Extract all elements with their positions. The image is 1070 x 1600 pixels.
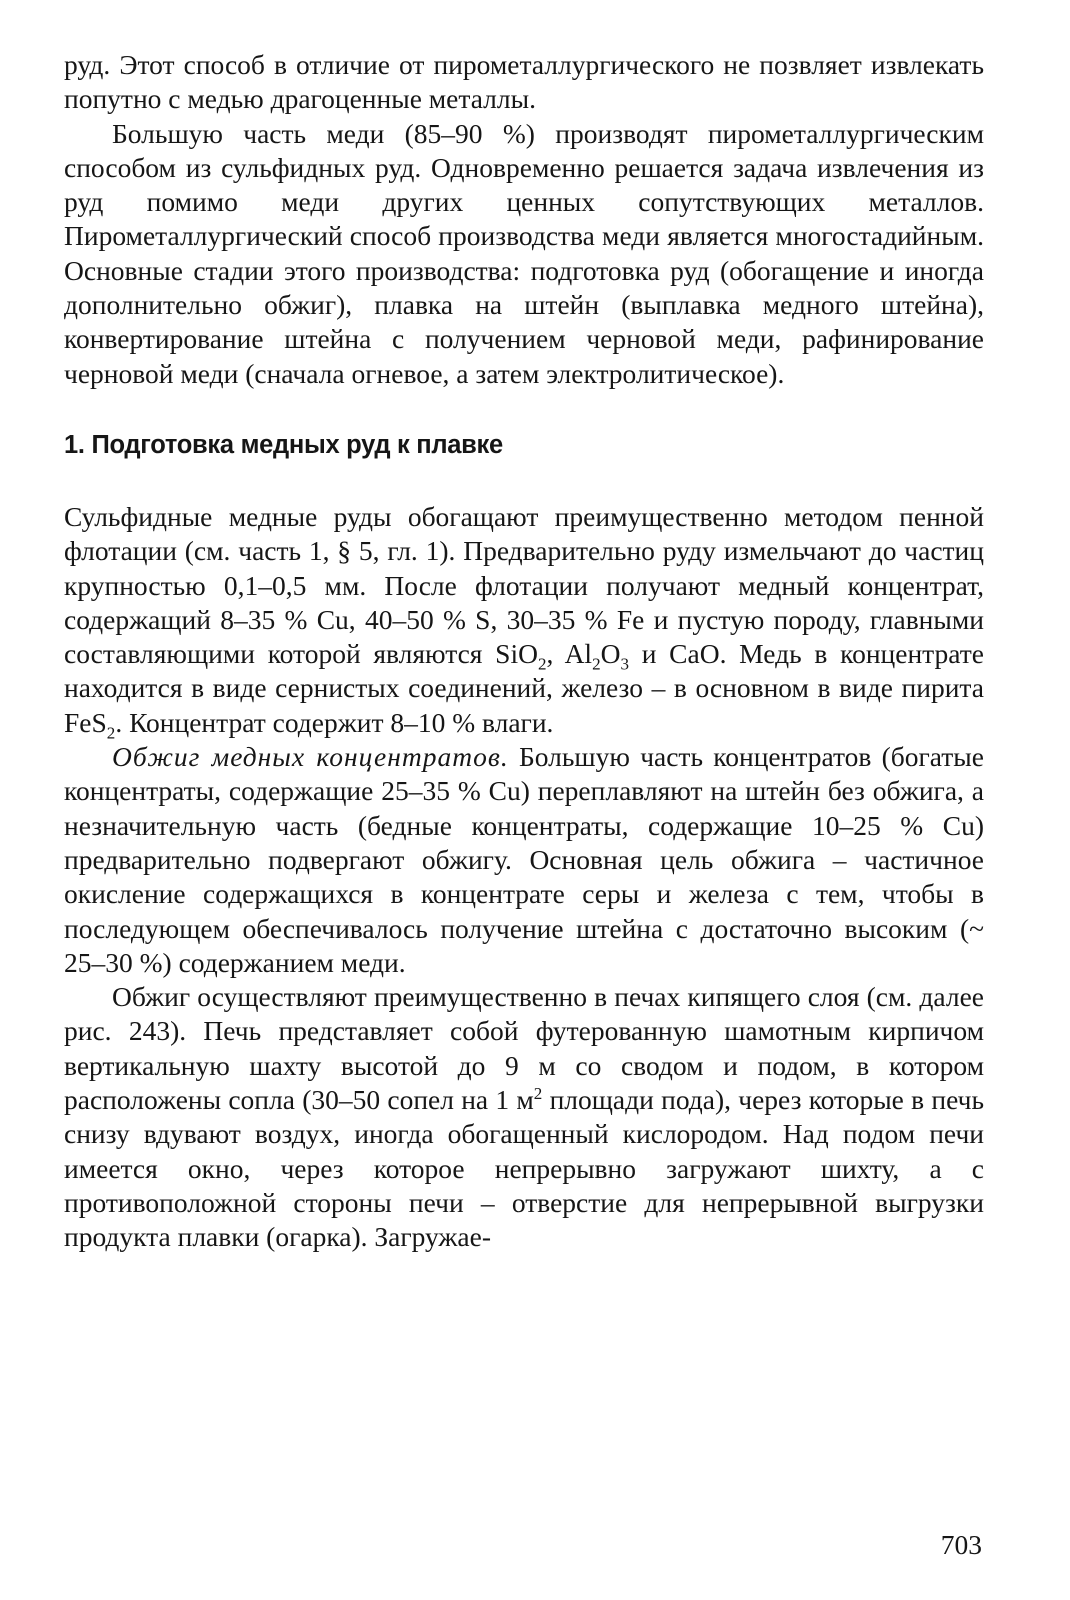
section-heading: 1. Подготовка медных руд к плавке — [64, 430, 503, 459]
paragraph-flotation: Сульфидные медные руды обогащают преимущественно методом пенной флотации (см. часть 1, § 5, гл. 1). Предварительно руду измельчают до частиц крупностью 0,1–0,5 мм. После флотации получают медный концентрат, содержащий 8–35 % Cu, 40–50 % S, 30–35 % Fe и пустую породу, главными составляющими которой являются SiO$_2$, $Al_2O_3$ и CaO. Медь в концентрате находится в виде сернистых соединений, железо – в основном в виде пирита FeS$_2$. Концентрат содержит 8–10 % влаги. — [64, 500, 984, 743]
paragraph-pyrometallurgy: Большую часть меди (85–90 %) производят пирометаллургическим способом из сульфидных руд. Одновременно решается задача извлечения из руд помимо меди других ценных сопутствующих металлов. Пирометаллургический способ производства меди является многостадийным. Основные стадии этого производства: подготовка руд (обогащение и иногда дополнительно обжиг), плавка на штейн (выплавка медного штейна), конвертирование штейна с получением черновой меди, рафинирование черновой меди (сначала огневое, а затем электролитическое). — [64, 117, 984, 389]
paragraph-roasting: Обжиг медных концентратов. Большую часть концентратов (богатые концентраты, содержащие 25–35 % Cu) переплавляют на штейн без обжига, а незначительную часть (бедные концентраты, содержащие 10–25 % Cu) предварительно подвергают обжигу. Основная цель обжига – частичное окисление содержащихся в концентрате серы и железа с тем, чтобы в последующем обеспечивалось получение штейна с достаточно высоким (~ 25–30 %) содержанием меди. — [64, 741, 984, 978]
spacer — [64, 462, 984, 500]
book-page — [64, 48, 984, 1255]
page-number: 703 — [940, 1529, 982, 1560]
italic-subheading: Обжиг медных концентратов. — [112, 741, 509, 773]
paragraph-fluidized-bed: Обжиг осуществляют преимущественно в печах кипящего слоя (см. далее рис. 243). Печь представляет собой футерованную шамотным кирпичом вертикальную шахту высотой до 9 м со сводом и подом, в котором расположены сопла (30–50 сопел на 1 $м^2$ площади пода), через которые в печь снизу вдувают воздух, иногда обогащенный кислородом. Над подом печи имеется окно, через которое непрерывно загружают шихту, а с противоположной стороны печи – отверстие для непрерывной выгрузки продукта плавки (огарка). Загружае- — [64, 981, 984, 1253]
spacer — [64, 391, 984, 428]
paragraph-intro: руд. Этот способ в отличие от пирометаллургического не позвляет извлекать попутно с медью драгоценные металлы. — [64, 49, 984, 115]
